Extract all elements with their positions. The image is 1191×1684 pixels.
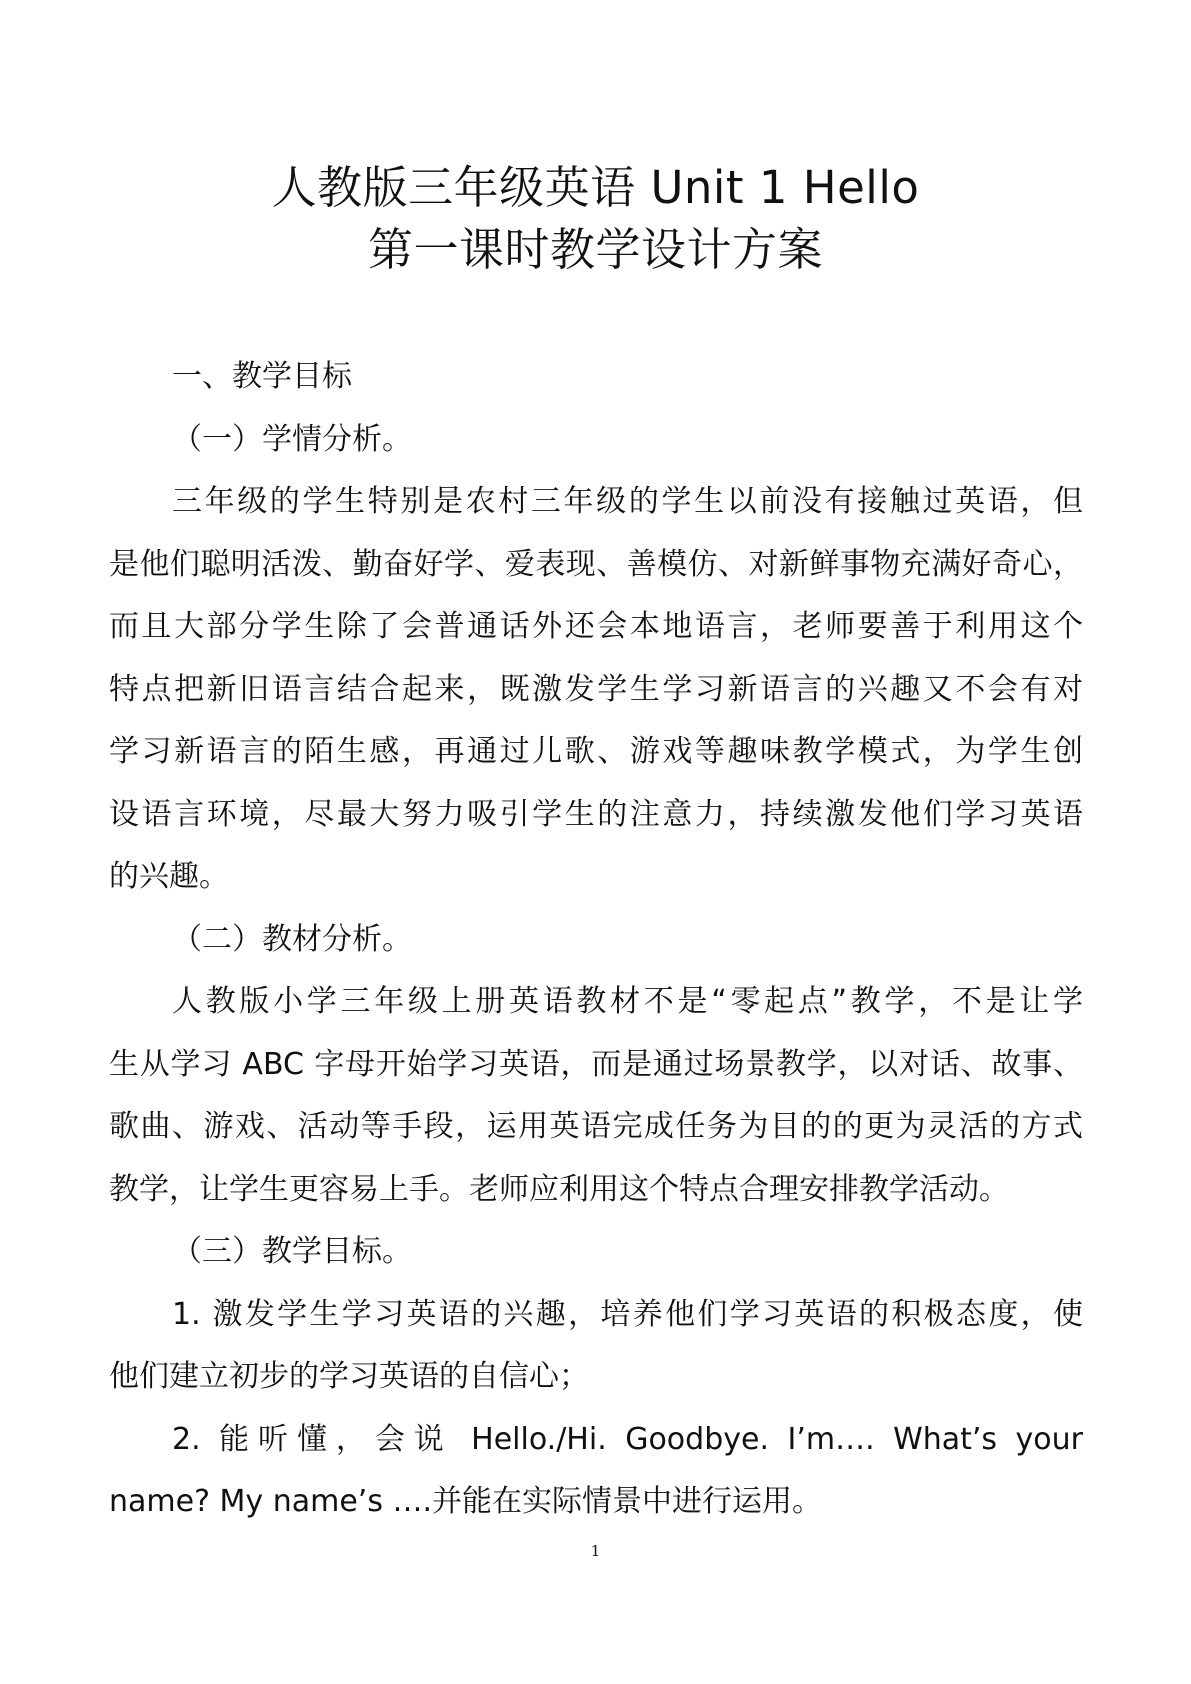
paragraph-line: 特点把新旧语言结合起来，既激发学生学习新语言的兴趣又不会有对 — [109, 672, 1083, 707]
paragraph-line: 的兴趣。 — [109, 859, 229, 894]
paragraph-line: 是他们聪明活泼、勤奋好学、爱表现、善模仿、对新鲜事物充满好奇心， — [109, 547, 1083, 582]
list-item-line: 2. 能听懂，会说 Hello./Hi. Goodbye. I’m…. What’s your — [172, 1422, 1083, 1457]
subsection-heading-1: （一）学情分析。 — [172, 422, 412, 457]
paragraph-line: 教学，让学生更容易上手。老师应利用这个特点合理安排教学活动。 — [109, 1172, 1009, 1207]
document-title-line2: 第一课时教学设计方案 — [367, 223, 823, 276]
paragraph-line: 人教版小学三年级上册英语教材不是“零起点”教学，不是让学 — [172, 984, 1083, 1019]
paragraph-line: 歌曲、游戏、活动等手段，运用英语完成任务为目的的更为灵活的方式 — [109, 1109, 1083, 1144]
paragraph-line: 生从学习 ABC 字母开始学习英语，而是通过场景教学，以对话、故事、 — [109, 1047, 1083, 1082]
subsection-heading-3: （三）教学目标。 — [172, 1234, 412, 1269]
section-heading: 一、教学目标 — [172, 359, 352, 394]
paragraph-line: 三年级的学生特别是农村三年级的学生以前没有接触过英语，但 — [172, 484, 1083, 519]
page-number: 1 — [590, 1542, 601, 1560]
list-item-line: 他们建立初步的学习英语的自信心； — [109, 1359, 589, 1394]
subsection-heading-2: （二）教材分析。 — [172, 922, 412, 957]
list-item-line: 1. 激发学生学习英语的兴趣，培养他们学习英语的积极态度，使 — [172, 1297, 1083, 1332]
paragraph-line: 学习新语言的陌生感，再通过儿歌、游戏等趣味教学模式，为学生创 — [109, 734, 1083, 769]
document-title-line1: 人教版三年级英语 Unit 1 Hello — [271, 161, 920, 214]
paragraph-line: 而且大部分学生除了会普通话外还会本地语言，老师要善于利用这个 — [109, 609, 1083, 644]
paragraph-line: 设语言环境，尽最大努力吸引学生的注意力，持续激发他们学习英语 — [109, 797, 1083, 832]
list-item-line: name? My name’s ….并能在实际情景中进行运用。 — [109, 1484, 823, 1519]
